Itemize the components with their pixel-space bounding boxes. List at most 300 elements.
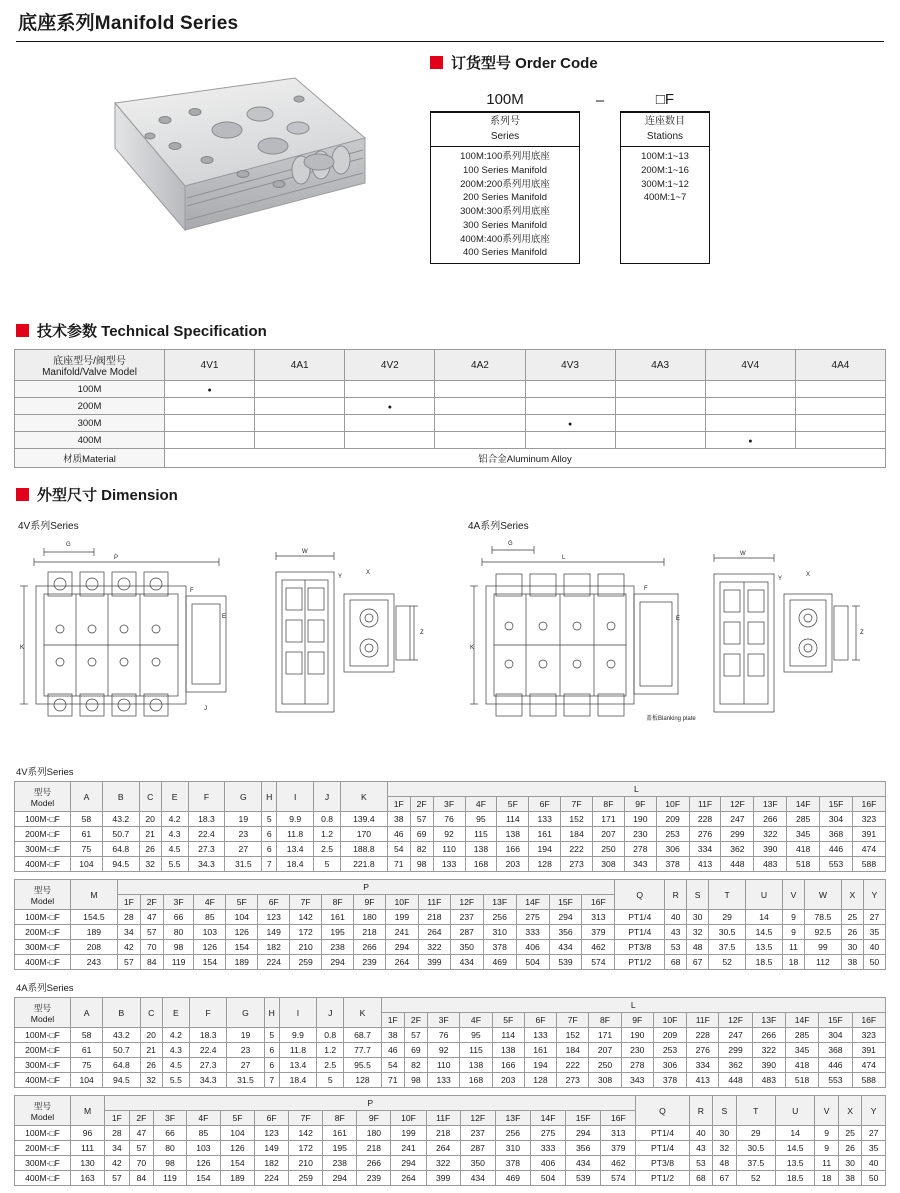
cell: 42 xyxy=(105,1156,130,1171)
cell: 103 xyxy=(186,1141,220,1156)
stations-line: 200M:1~16 xyxy=(641,164,689,176)
spec-cell xyxy=(795,415,885,432)
cell: 434 xyxy=(549,940,582,955)
cell: 57 xyxy=(129,1141,154,1156)
cell: 96 xyxy=(71,1126,105,1141)
cell: 57 xyxy=(140,925,163,940)
cell: 133 xyxy=(529,812,561,827)
table-row xyxy=(15,415,886,432)
spec-cell xyxy=(525,432,615,449)
svg-text:F: F xyxy=(190,588,194,594)
cell: 27 xyxy=(863,910,885,925)
col-head: J xyxy=(317,998,344,1028)
table-row xyxy=(15,925,886,940)
cell: 406 xyxy=(531,1156,566,1171)
section-marker-icon xyxy=(16,324,29,337)
table-row xyxy=(15,1171,886,1186)
row-model: 400M-□F xyxy=(15,1073,71,1088)
cell: 256 xyxy=(483,910,516,925)
col-head: V xyxy=(815,1096,838,1126)
series-line: 400 Series Manifold xyxy=(463,247,547,259)
cell: 30 xyxy=(838,1156,861,1171)
cell: 40 xyxy=(862,1156,886,1171)
cell: 310 xyxy=(483,925,516,940)
cell: 221.8 xyxy=(341,857,388,872)
col-head: 13F xyxy=(483,895,516,910)
cell: 26 xyxy=(838,1141,861,1156)
model-head xyxy=(15,880,71,910)
cell: 2.5 xyxy=(314,842,341,857)
page-title: 底座系列Manifold Series xyxy=(18,13,239,34)
col-head: C xyxy=(139,782,161,812)
cell: 6 xyxy=(262,842,277,857)
cell: 264 xyxy=(426,1141,460,1156)
cell: 52 xyxy=(709,955,746,970)
cell: 2.5 xyxy=(317,1058,344,1073)
cell: 504 xyxy=(531,1171,566,1186)
cell: 20 xyxy=(140,1028,162,1043)
cell: 539 xyxy=(549,955,582,970)
cell: 378 xyxy=(653,1073,686,1088)
cell: 350 xyxy=(450,940,483,955)
svg-text:G: G xyxy=(66,542,71,548)
cell: 112 xyxy=(804,955,841,970)
cell: 362 xyxy=(719,1058,752,1073)
cell: 40 xyxy=(665,910,687,925)
svg-text:L: L xyxy=(562,555,566,561)
svg-text:Z: Z xyxy=(860,630,864,636)
col-head: 9F xyxy=(357,1111,391,1126)
cell: 323 xyxy=(852,812,885,827)
cell: 152 xyxy=(561,812,593,827)
col-head: E xyxy=(162,998,189,1028)
series-box-title-cn: 系列号 xyxy=(490,116,520,127)
cell: PT3/8 xyxy=(636,1156,689,1171)
cell: 21 xyxy=(140,1043,162,1058)
table-header-row xyxy=(15,880,886,895)
cell: 343 xyxy=(624,857,656,872)
col-head: H xyxy=(262,782,277,812)
cell: 266 xyxy=(754,812,787,827)
cell: 32 xyxy=(713,1141,736,1156)
cell: 323 xyxy=(852,1028,886,1043)
col-head: I xyxy=(277,782,314,812)
cell: 138 xyxy=(460,1058,492,1073)
cell: 23 xyxy=(227,1043,264,1058)
cell: 46 xyxy=(387,827,410,842)
cell: 154 xyxy=(226,940,258,955)
cell: 50 xyxy=(862,1171,886,1186)
cell: 182 xyxy=(255,1156,289,1171)
cell: 163 xyxy=(71,1171,105,1186)
table-row xyxy=(15,857,886,872)
cell: 5 xyxy=(317,1073,344,1088)
cell: 228 xyxy=(689,812,721,827)
cell: 95 xyxy=(465,812,497,827)
cell: 168 xyxy=(465,857,497,872)
cell: 43 xyxy=(665,925,687,940)
spec-col-head: 4V4 xyxy=(705,350,795,381)
cell: PT1/4 xyxy=(615,910,665,925)
cell: 406 xyxy=(516,940,549,955)
col-head: R xyxy=(689,1096,712,1126)
cell: 243 xyxy=(71,955,118,970)
cell: 161 xyxy=(323,1126,357,1141)
row-model: 400M-□F xyxy=(15,955,71,970)
order-code-boxes xyxy=(430,112,760,264)
cell: 9.9 xyxy=(279,1028,316,1043)
cell: 418 xyxy=(785,1058,818,1073)
col-head: 8F xyxy=(323,1111,357,1126)
spec-cell xyxy=(705,415,795,432)
row-model: 400M-□F xyxy=(15,857,71,872)
order-code-block xyxy=(430,52,760,264)
cell: 266 xyxy=(752,1028,785,1043)
cell: 99 xyxy=(804,940,841,955)
cell: 142 xyxy=(289,1126,323,1141)
model-head-en: Model xyxy=(30,797,55,808)
cell: 57 xyxy=(404,1028,427,1043)
cell: 68 xyxy=(689,1171,712,1186)
group-label-4a: 4A系列Series xyxy=(16,983,74,994)
cell: 168 xyxy=(460,1073,492,1088)
cell: 378 xyxy=(656,857,689,872)
cell: 390 xyxy=(752,1058,785,1073)
row-model: 100M-□F xyxy=(15,1028,71,1043)
table-row xyxy=(15,1073,886,1088)
cell: 92.5 xyxy=(804,925,841,940)
cell: 92 xyxy=(433,827,465,842)
cell: 356 xyxy=(549,925,582,940)
spec-cell xyxy=(255,381,345,398)
cell: 224 xyxy=(258,955,290,970)
cell: 31.5 xyxy=(227,1073,264,1088)
table-row xyxy=(15,1043,886,1058)
cell: 474 xyxy=(852,842,885,857)
cell: 30 xyxy=(841,940,863,955)
cell: 334 xyxy=(687,1058,719,1073)
row-model: 300M-□F xyxy=(15,1156,71,1171)
cell: 207 xyxy=(593,827,625,842)
cell: 190 xyxy=(624,812,656,827)
col-head: 11F xyxy=(426,1111,460,1126)
cell: 82 xyxy=(404,1058,427,1073)
col-head: I xyxy=(279,998,316,1028)
col-head: B xyxy=(102,782,139,812)
table-4a-secondary xyxy=(14,1095,886,1186)
cell: 13.4 xyxy=(277,842,314,857)
cell: 80 xyxy=(163,925,194,940)
cell: 171 xyxy=(589,1028,621,1043)
cell: 210 xyxy=(289,1156,323,1171)
cell: 53 xyxy=(665,940,687,955)
cell: 57 xyxy=(117,955,140,970)
cell: 1.2 xyxy=(317,1043,344,1058)
col-head: 8F xyxy=(593,797,625,812)
spec-col-head: 4V1 xyxy=(165,350,255,381)
cell: 43.2 xyxy=(103,1028,140,1043)
col-head: 15F xyxy=(819,1013,852,1028)
col-head: 3F xyxy=(163,895,194,910)
col-head: 8F xyxy=(322,895,354,910)
table-row xyxy=(15,955,886,970)
spec-cell xyxy=(615,381,705,398)
cell: 399 xyxy=(426,1171,460,1186)
col-head: 13F xyxy=(754,797,787,812)
cell: 50 xyxy=(863,955,885,970)
cell: 114 xyxy=(497,812,529,827)
cell: 256 xyxy=(495,1126,530,1141)
cell: 18 xyxy=(815,1171,838,1186)
col-head: 13F xyxy=(752,1013,785,1028)
cell: 239 xyxy=(354,955,386,970)
cell: 70 xyxy=(129,1156,154,1171)
table-row xyxy=(15,398,886,415)
material-value: 铝合金Aluminum Alloy xyxy=(165,449,886,468)
cell: 230 xyxy=(621,1043,653,1058)
col-head: 5F xyxy=(226,895,258,910)
cell: 184 xyxy=(557,1043,589,1058)
row-model: 300M-□F xyxy=(15,1058,71,1073)
cell: 26 xyxy=(139,842,161,857)
dimension-drawings xyxy=(14,513,886,754)
cell: 95.5 xyxy=(344,1058,381,1073)
cell: 11.8 xyxy=(277,827,314,842)
cell: 322 xyxy=(418,940,450,955)
svg-text:J: J xyxy=(204,706,207,712)
spec-cell xyxy=(705,398,795,415)
cell: 68.7 xyxy=(344,1028,381,1043)
cell: 71 xyxy=(387,857,410,872)
cell: 294 xyxy=(566,1126,601,1141)
spec-cell xyxy=(525,398,615,415)
col-head: F xyxy=(188,782,225,812)
cell: 71 xyxy=(381,1073,404,1088)
series-line: 300M:300系列用底座 xyxy=(460,206,550,218)
cell: 43.2 xyxy=(102,812,139,827)
cell: 266 xyxy=(354,940,386,955)
cell: 142 xyxy=(290,910,322,925)
col-head: 14F xyxy=(785,1013,818,1028)
col-head: H xyxy=(264,998,279,1028)
cell: 126 xyxy=(194,940,226,955)
cell: 313 xyxy=(582,910,615,925)
col-head: W xyxy=(804,880,841,910)
spec-row-label: 200M xyxy=(15,398,165,415)
col-head: 7F xyxy=(561,797,593,812)
col-head: Y xyxy=(863,880,885,910)
cell: 64.8 xyxy=(102,842,139,857)
spec-heading xyxy=(16,320,886,341)
cell: 203 xyxy=(492,1073,524,1088)
table-row xyxy=(15,1126,886,1141)
material-label: 材质Material xyxy=(15,449,165,468)
spec-col-head: 4A2 xyxy=(435,350,525,381)
cell: 241 xyxy=(391,1141,426,1156)
cell: 391 xyxy=(852,1043,886,1058)
svg-text:F: F xyxy=(644,586,648,592)
cell: 518 xyxy=(787,857,820,872)
table-header-row xyxy=(15,350,886,381)
cell: 104 xyxy=(71,857,103,872)
series-line: 300 Series Manifold xyxy=(463,219,547,231)
table-4v-secondary xyxy=(14,879,886,970)
cell: 138 xyxy=(492,1043,524,1058)
cell: 483 xyxy=(754,857,787,872)
spec-cell xyxy=(165,432,255,449)
cell: 222 xyxy=(557,1058,589,1073)
cell: 588 xyxy=(852,857,885,872)
col-head: 6F xyxy=(255,1111,289,1126)
cell: 518 xyxy=(785,1073,818,1088)
col-head: 11F xyxy=(418,895,450,910)
cell: 47 xyxy=(140,910,163,925)
spec-col-head: 4A3 xyxy=(615,350,705,381)
col-head: 12F xyxy=(450,895,483,910)
cell: 247 xyxy=(721,812,754,827)
cell: 189 xyxy=(71,925,118,940)
col-head: 6F xyxy=(529,797,561,812)
spec-heading-text: 技术参数 Technical Specification xyxy=(37,323,267,340)
col-head: 2F xyxy=(404,1013,427,1028)
spec-cell xyxy=(705,381,795,398)
cell: 218 xyxy=(426,1126,460,1141)
cell: 25 xyxy=(838,1126,861,1141)
cell: 294 xyxy=(549,910,582,925)
cell: 46 xyxy=(381,1043,404,1058)
cell: 76 xyxy=(433,812,465,827)
stations-line: 300M:1~12 xyxy=(641,178,689,190)
cell: 130 xyxy=(71,1156,105,1171)
col-head: 10F xyxy=(653,1013,686,1028)
cell: 334 xyxy=(689,842,721,857)
drawing-4a-group xyxy=(464,513,874,754)
cell: 67 xyxy=(687,955,709,970)
col-head: 4F xyxy=(460,1013,492,1028)
spec-cell xyxy=(345,381,435,398)
cell: 294 xyxy=(322,955,354,970)
col-head: R xyxy=(665,880,687,910)
col-head: G xyxy=(225,782,262,812)
col-head: X xyxy=(841,880,863,910)
cell: 299 xyxy=(721,827,754,842)
cell: 574 xyxy=(601,1171,636,1186)
col-head: 7F xyxy=(289,1111,323,1126)
cell: 37.5 xyxy=(736,1156,775,1171)
series-box-title-en: Series xyxy=(490,130,520,142)
cell: 172 xyxy=(290,925,322,940)
cell: 166 xyxy=(497,842,529,857)
table-row xyxy=(15,910,886,925)
cell: 54 xyxy=(387,842,410,857)
cell: 21 xyxy=(139,827,161,842)
cell: 9.9 xyxy=(277,812,314,827)
cell: 238 xyxy=(323,1156,357,1171)
cell: 210 xyxy=(290,940,322,955)
model-head xyxy=(15,998,71,1028)
col-head: G xyxy=(227,998,264,1028)
order-code-stations-box xyxy=(620,112,710,264)
cell: 188.8 xyxy=(341,842,388,857)
cell: 218 xyxy=(354,925,386,940)
spec-cell xyxy=(345,432,435,449)
spec-cell xyxy=(255,432,345,449)
cell: 356 xyxy=(566,1141,601,1156)
cell: 18.3 xyxy=(188,812,225,827)
cell: 9 xyxy=(815,1141,838,1156)
cell: 322 xyxy=(752,1043,785,1058)
cell: 9 xyxy=(782,925,804,940)
cell: 294 xyxy=(391,1156,426,1171)
spec-dot-cell xyxy=(525,415,615,432)
cell: 434 xyxy=(460,1171,495,1186)
cell: 42 xyxy=(117,940,140,955)
row-model: 300M-□F xyxy=(15,842,71,857)
cell: 18.5 xyxy=(746,955,783,970)
cell: 64.8 xyxy=(103,1058,140,1073)
cell: 333 xyxy=(531,1141,566,1156)
col-head: A xyxy=(71,782,103,812)
col-head: 6F xyxy=(524,1013,556,1028)
cell: 40 xyxy=(863,940,885,955)
spec-cell xyxy=(795,381,885,398)
cell: 343 xyxy=(621,1073,653,1088)
group-label-4v: 4V系列Series xyxy=(16,767,74,778)
cell: 38 xyxy=(838,1171,861,1186)
cell: 13.5 xyxy=(746,940,783,955)
col-head: 16F xyxy=(582,895,615,910)
cell: 13.5 xyxy=(775,1156,814,1171)
cell: 123 xyxy=(255,1126,289,1141)
spec-cell xyxy=(795,432,885,449)
cell: 133 xyxy=(524,1028,556,1043)
cell: 253 xyxy=(653,1043,686,1058)
cell: 285 xyxy=(785,1028,818,1043)
series-line: 200M:200系列用底座 xyxy=(460,178,550,190)
cell: 14 xyxy=(775,1126,814,1141)
cell: 184 xyxy=(561,827,593,842)
cell: 104 xyxy=(71,1073,103,1088)
cell: 110 xyxy=(433,842,465,857)
cell: 58 xyxy=(71,812,103,827)
spec-cell xyxy=(525,381,615,398)
cell: 250 xyxy=(589,1058,621,1073)
model-head-cn: 型号 xyxy=(33,786,52,797)
series-line: 100 Series Manifold xyxy=(463,164,547,176)
col-group-head-P: P xyxy=(105,1096,636,1111)
cell: 4.2 xyxy=(161,812,188,827)
col-head: 11F xyxy=(689,797,721,812)
cell: 70 xyxy=(140,940,163,955)
cell: 278 xyxy=(624,842,656,857)
col-head: 9F xyxy=(624,797,656,812)
cell: 115 xyxy=(460,1043,492,1058)
table-row xyxy=(15,842,886,857)
cell: 52 xyxy=(736,1171,775,1186)
table-row xyxy=(15,1028,886,1043)
table-header-row xyxy=(15,782,886,797)
cell: 294 xyxy=(323,1171,357,1186)
cell: 29 xyxy=(709,910,746,925)
cell: 539 xyxy=(566,1171,601,1186)
col-head: 8F xyxy=(589,1013,621,1028)
cell: PT1/2 xyxy=(636,1171,689,1186)
cell: PT1/4 xyxy=(636,1126,689,1141)
model-head-en: Model xyxy=(30,895,55,906)
cell: 203 xyxy=(497,857,529,872)
cell: 182 xyxy=(258,940,290,955)
spec-cell xyxy=(795,398,885,415)
